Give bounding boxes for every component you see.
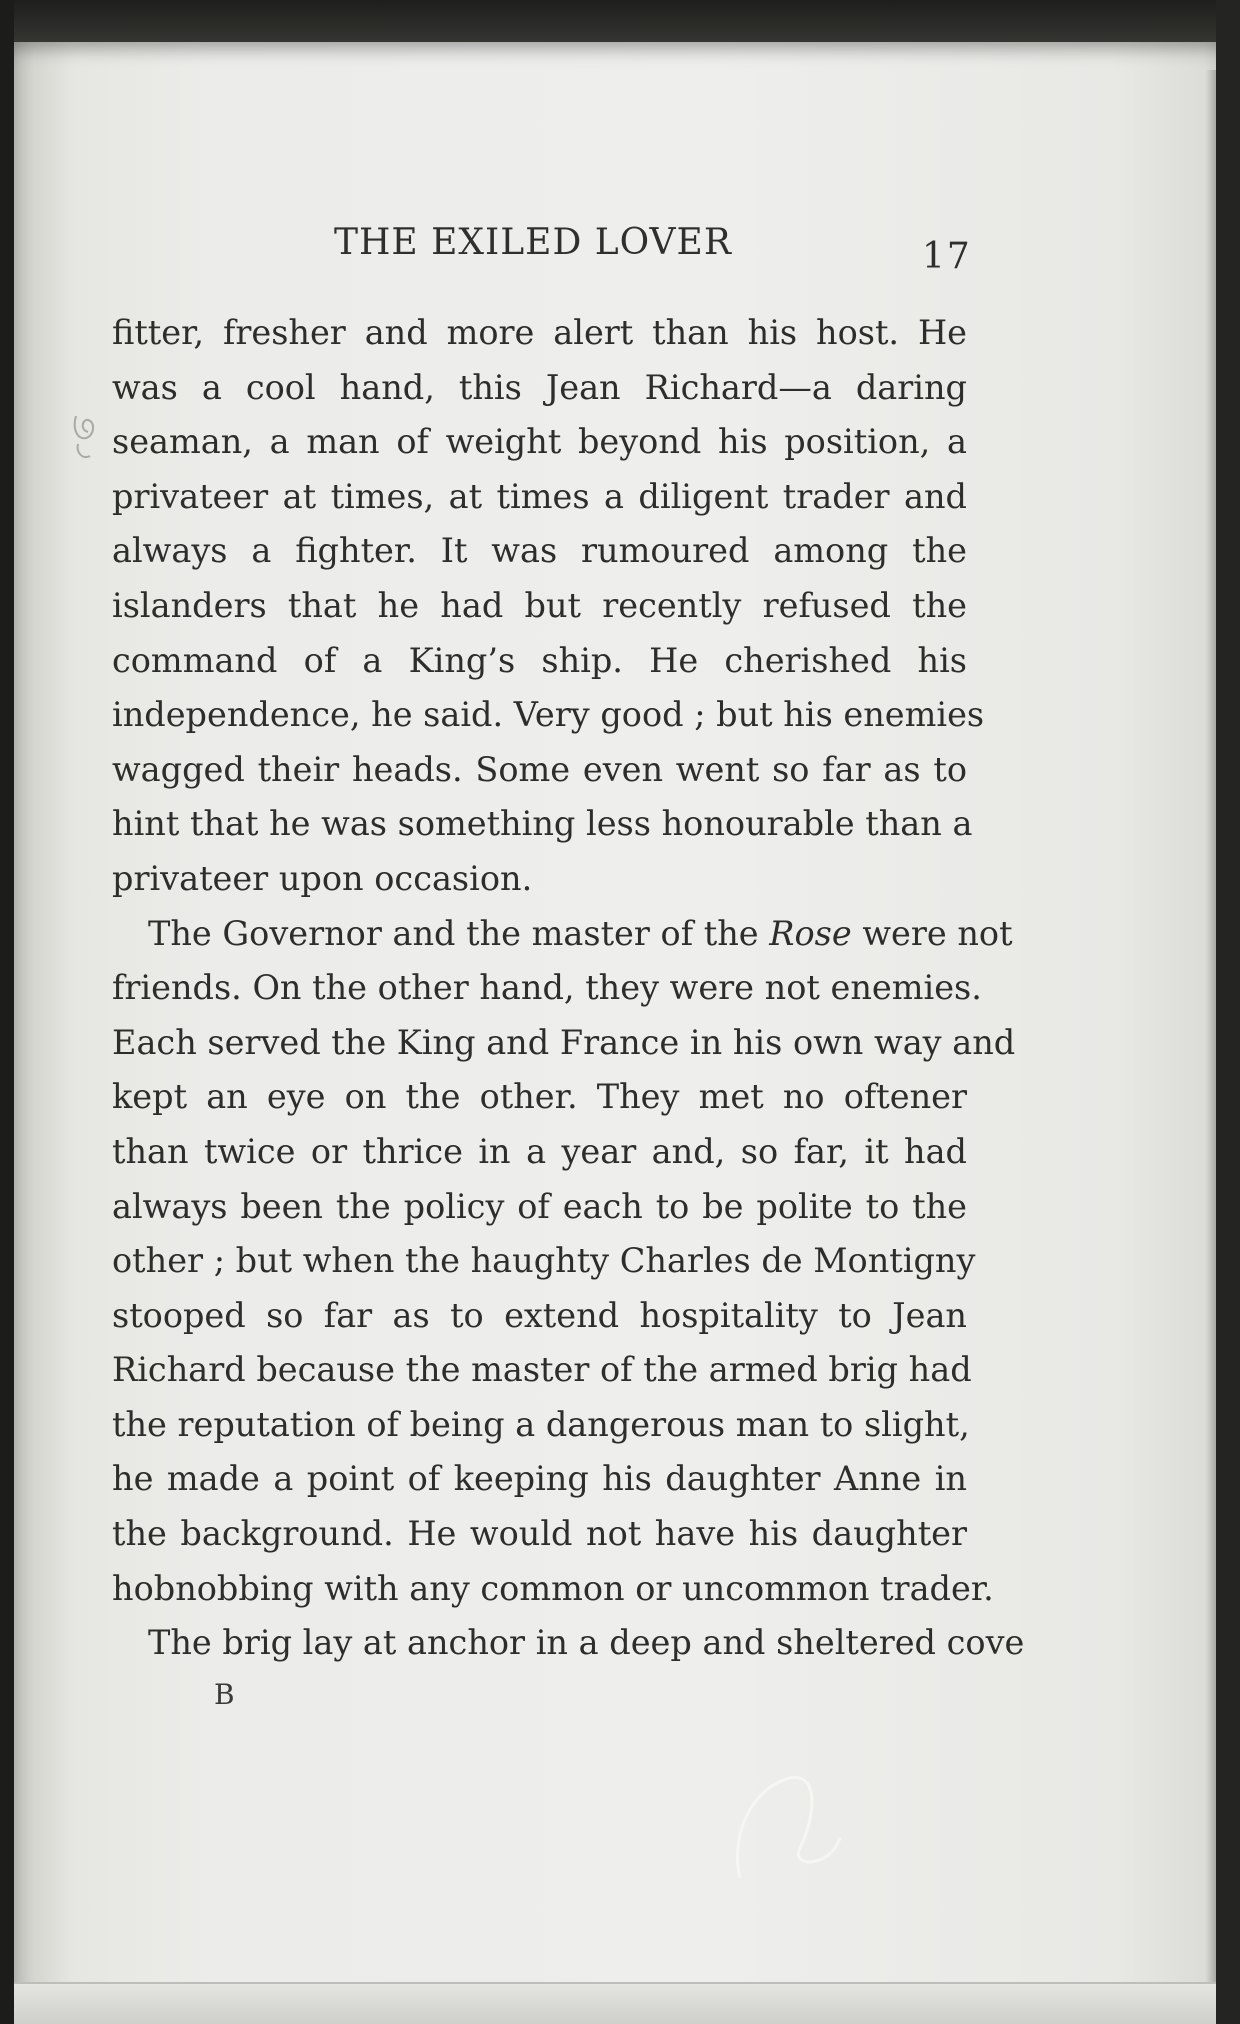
pencil-annotation-mark [68,410,108,466]
text-line: seaman, a man of weight beyond his position, a [112,422,967,462]
text-line-italic-rose: The Governor and the master of the Rose were not [148,913,1013,953]
scan-left-border [0,0,14,2024]
text-line: islanders that he had but recently refused the [112,585,967,625]
ship-name-italic: Rose [769,913,852,953]
text-line: friends. On the other hand, they were not enemies. [112,968,982,1008]
text-line: kept an eye on the other. They met no oftener [112,1077,967,1117]
text-line: he made a point of keeping his daughter Anne in [112,1459,967,1499]
running-header [300,222,980,282]
text-line: wagged their heads. Some even went so far as to [112,749,967,789]
running-title: THE EXILED LOVER [334,222,732,263]
text-line: always a fighter. It was rumoured among the [112,531,967,571]
text-line: Each served the King and France in his own way and [112,1022,1016,1062]
text-line: other ; but when the haughty Charles de Montigny [112,1241,976,1281]
stray-scan-mark [720,1748,920,1898]
text-line: independence, he said. Very good ; but his enemies [112,695,985,735]
text-line: always been the policy of each to be polite to the [112,1186,967,1226]
text-line: hobnobbing with any common or uncommon trader. [112,1568,994,1608]
text-line: the reputation of being a dangerous man to slight, [112,1404,970,1444]
text-line: was a cool hand, this Jean Richard—a daring [112,367,967,407]
scan-right-border [1216,0,1240,2024]
text-line: privateer upon occasion. [112,858,533,898]
text-line: hint that he was something less honourable than a [112,804,973,844]
paragraph-1 [112,306,985,907]
paragraph-2 [112,907,1016,1617]
text-line: the background. He would not have his daughter [112,1514,967,1554]
page-edge [1206,70,1216,2020]
text-line: than twice or thrice in a year and, so far, it had [112,1131,967,1171]
page-number: 17 [922,236,972,277]
text-line: stooped so far as to extend hospitality to Jean [112,1295,967,1335]
text-line: fitter, fresher and more alert than his host. He [112,313,967,352]
body-text [112,306,1025,1671]
signature-mark: B [214,1678,235,1711]
text-line: Richard because the master of the armed brig had [112,1350,972,1390]
paragraph-3 [112,1616,1025,1671]
text-line: privateer at times, at times a diligent trader and [112,476,967,516]
text-line: The brig lay at anchor in a deep and sheltered cove [148,1623,1025,1663]
text-line: command of a King’s ship. He cherished his [112,640,967,680]
page-bottom-edge [14,1982,1224,2024]
